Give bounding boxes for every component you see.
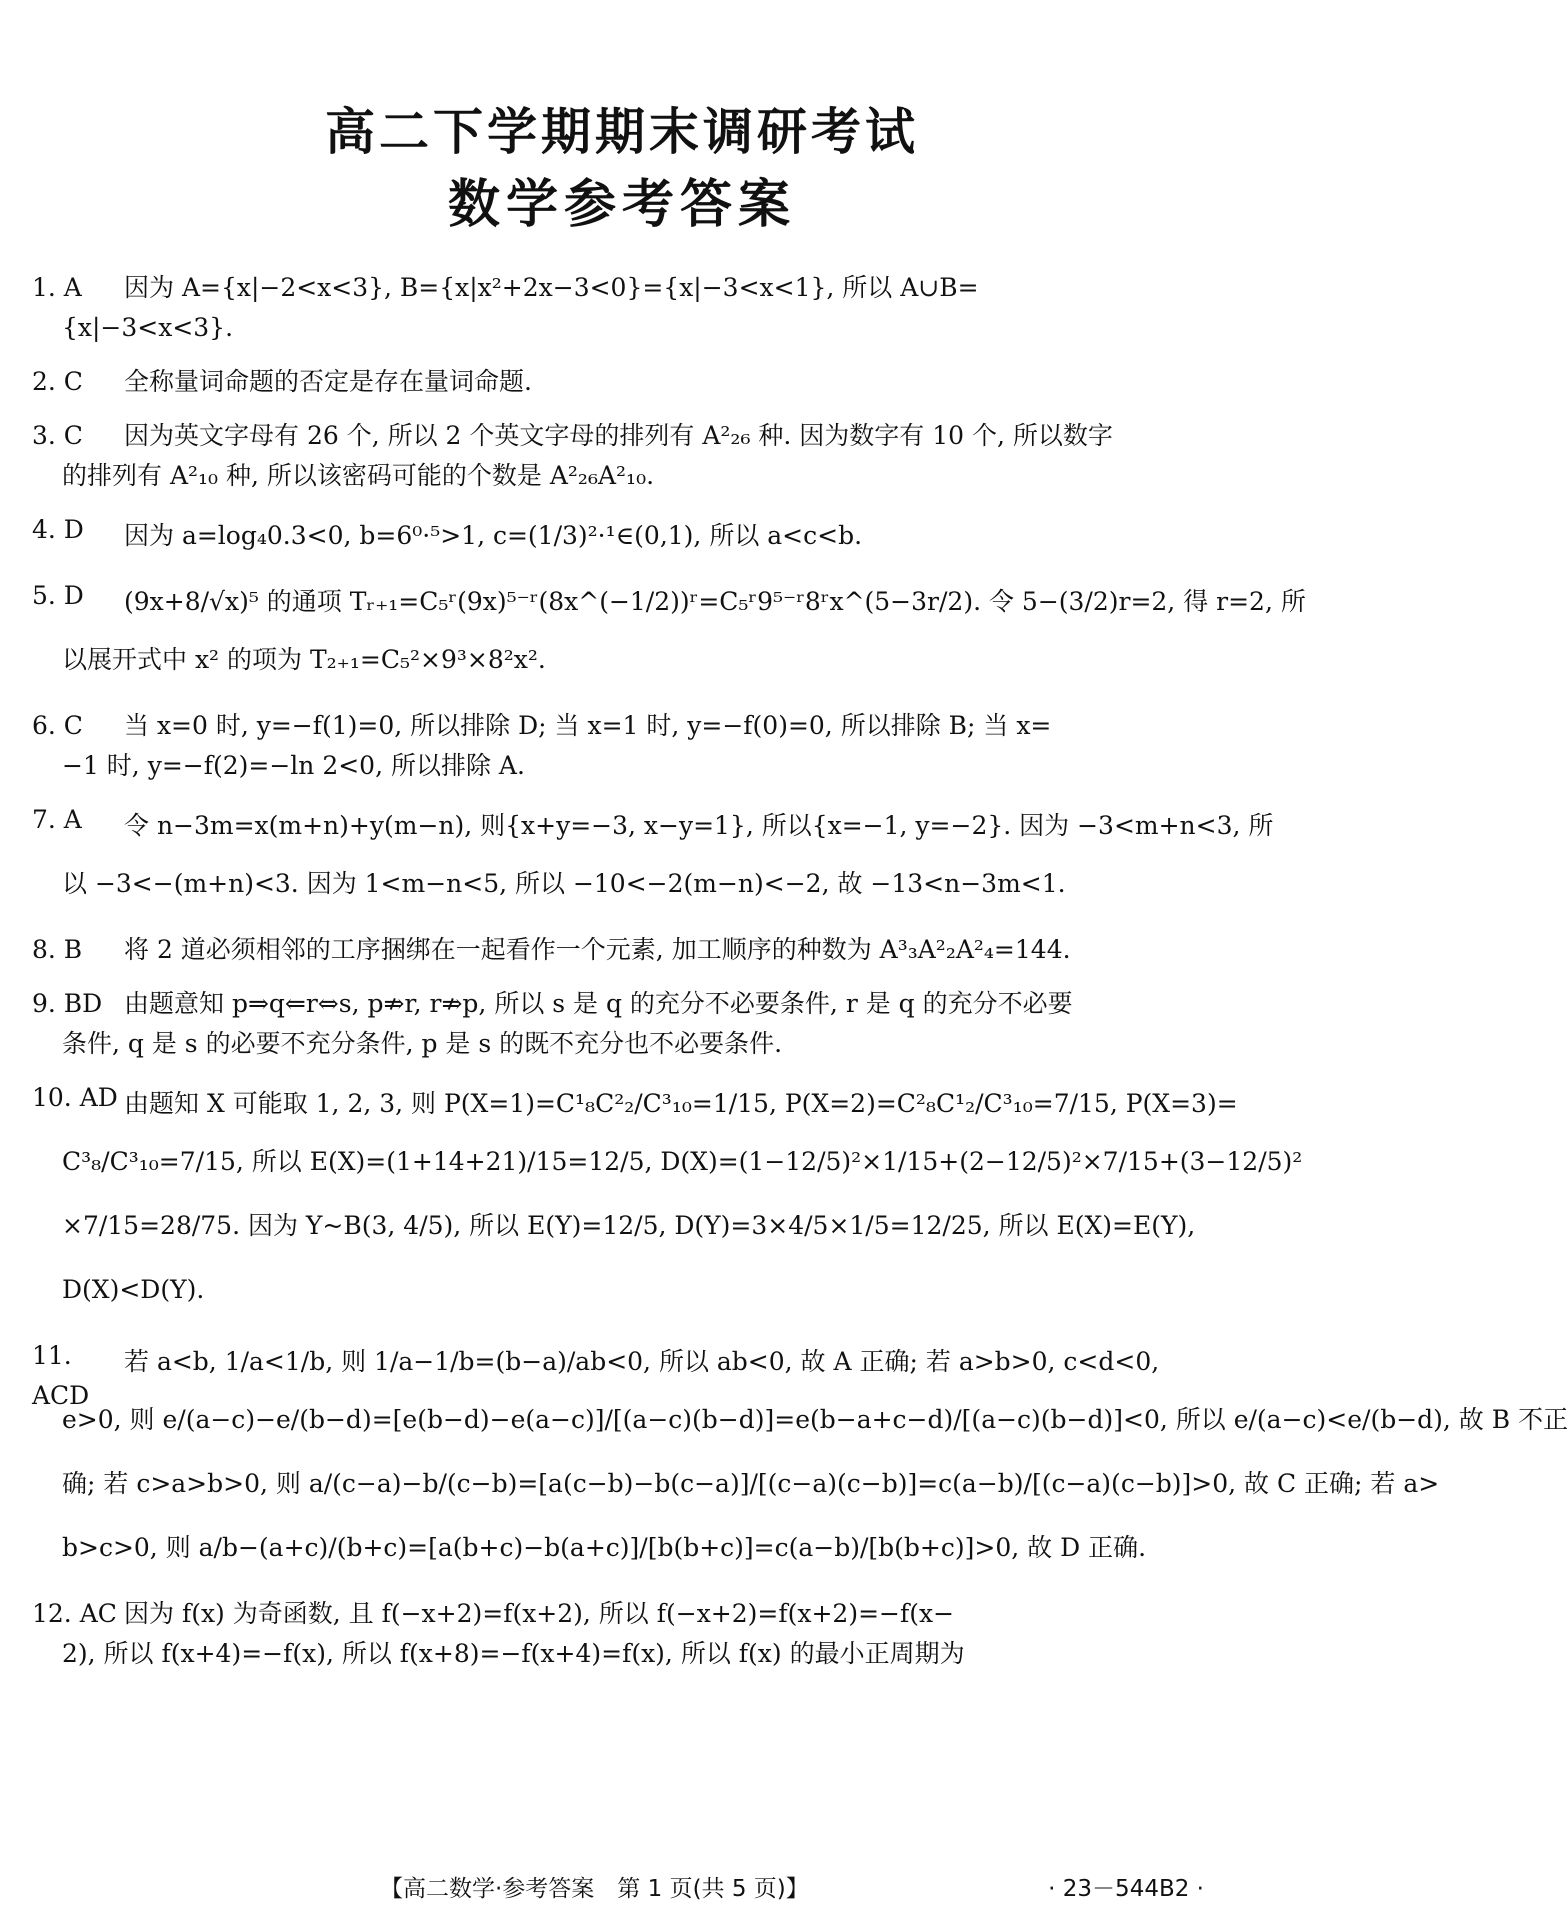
footer-page-info: 【高二数学·参考答案 第 1 页(共 5 页)】 <box>380 1876 809 1902</box>
answer-text: {x|−3<x<3}. <box>62 313 234 342</box>
answer-text: 确; 若 c>a>b>0, 则 a/(c−a)−b/(c−b)=[a(c−b)−b(c−a)]/[(c−a)(c−b)]=c(a−b)/[(c−a)(c−b)]>0, 故 C 正确; 若 a> <box>62 1469 1440 1498</box>
answer-item-11 <box>32 1336 1568 1580</box>
answer-text: 因为英文字母有 26 个, 所以 2 个英文字母的排列有 A²₂₆ 种. 因为数字有 10 个, 所以数字 <box>124 421 1113 450</box>
answer-number: 11. ACD <box>32 1341 90 1410</box>
answer-text: C³₈/C³₁₀=7/15, 所以 E(X)=(1+14+21)/15=12/5, D(X)=(1−12/5)²×1/15+(2−12/5)²×7/15+(3−12/5)² <box>62 1147 1303 1176</box>
answer-number: 7. A <box>32 805 82 834</box>
answer-item-7 <box>32 800 1274 916</box>
answer-text: 因为 A={x|−2<x<3}, B={x|x²+2x−3<0}={x|−3<x<1}, 所以 A∪B= <box>124 273 979 302</box>
answer-item-9 <box>32 984 1212 1064</box>
answer-text: (9x+8/√x)⁵ 的通项 Tᵣ₊₁=C₅ʳ(9x)⁵⁻ʳ(8x^(−1/2))ʳ=C₅ʳ9⁵⁻ʳ8ʳx^(5−3r/2). 令 5−(3/2)r=2, 得 r=2, 所 <box>124 587 1306 616</box>
answer-text: −1 时, y=−f(2)=−ln 2<0, 所以排除 A. <box>62 751 525 780</box>
answer-item-10 <box>32 1078 1303 1322</box>
answer-text: 以展开式中 x² 的项为 T₂₊₁=C₅²×9³×8²x². <box>62 645 546 674</box>
answer-number: 2. C <box>32 367 83 396</box>
answer-text: 由题知 X 可能取 1, 2, 3, 则 P(X=1)=C¹₈C²₂/C³₁₀=1/15, P(X=2)=C²₈C¹₂/C³₁₀=7/15, P(X=3)= <box>124 1089 1238 1118</box>
answer-number: 5. D <box>32 581 84 610</box>
answer-text: 的排列有 A²₁₀ 种, 所以该密码可能的个数是 A²₂₆A²₁₀. <box>62 461 655 490</box>
answer-text: 若 a<b, 1/a<1/b, 则 1/a−1/b=(b−a)/ab<0, 所以 ab<0, 故 A 正确; 若 a>b>0, c<d<0, <box>124 1347 1160 1376</box>
answer-text: 2), 所以 f(x+4)=−f(x), 所以 f(x+8)=−f(x+4)=f(x), 所以 f(x) 的最小正周期为 <box>62 1639 965 1668</box>
answer-text: b>c>0, 则 a/b−(a+c)/(b+c)=[a(b+c)−b(a+c)]/[b(b+c)]=c(a−b)/[b(b+c)]>0, 故 D 正确. <box>62 1533 1147 1562</box>
answer-item-5 <box>32 576 1306 692</box>
answer-number: 6. C <box>32 711 83 740</box>
answer-text: 条件, q 是 s 的必要不充分条件, p 是 s 的既不充分也不必要条件. <box>62 1029 783 1058</box>
answer-text: 全称量词命题的否定是存在量词命题. <box>124 367 532 396</box>
answer-text: 由题意知 p⇒q⇐r⇔s, p⇏r, r⇏p, 所以 s 是 q 的充分不必要条件, r 是 q 的充分不必要 <box>124 989 1073 1018</box>
answer-text: 将 2 道必须相邻的工序捆绑在一起看作一个元素, 加工顺序的种数为 A³₃A²₂A²₄=144. <box>124 935 1071 964</box>
answer-item-8 <box>32 930 1212 970</box>
answer-list <box>32 268 1568 1688</box>
answer-number: 9. BD <box>32 989 103 1018</box>
answer-item-2 <box>32 362 1212 402</box>
answer-item-3 <box>32 416 1212 496</box>
answer-item-12 <box>32 1594 1212 1674</box>
answer-text: D(X)<D(Y). <box>62 1275 205 1304</box>
answer-number: 3. C <box>32 421 83 450</box>
answer-text: 因为 f(x) 为奇函数, 且 f(−x+2)=f(x+2), 所以 f(−x+2)=f(x+2)=−f(x− <box>124 1599 955 1628</box>
answer-item-4 <box>32 510 1212 562</box>
answer-text: 因为 a=log₄0.3<0, b=6⁰·⁵>1, c=(1/3)²·¹∈(0,1), 所以 a<c<b. <box>124 521 863 550</box>
page-subtitle: 数学参考答案 <box>447 175 796 235</box>
answer-text: ×7/15=28/75. 因为 Y~B(3, 4/5), 所以 E(Y)=12/5, D(Y)=3×4/5×1/5=12/25, 所以 E(X)=E(Y), <box>62 1211 1196 1240</box>
answer-number: 12. AC <box>32 1599 117 1628</box>
answer-text: 以 −3<−(m+n)<3. 因为 1<m−n<5, 所以 −10<−2(m−n)<−2, 故 −13<n−3m<1. <box>62 869 1066 898</box>
answer-number: 1. A <box>32 273 82 302</box>
footer-code: · 23－544B2 · <box>1048 1876 1204 1902</box>
answer-text: 当 x=0 时, y=−f(1)=0, 所以排除 D; 当 x=1 时, y=−f(0)=0, 所以排除 B; 当 x= <box>124 711 1052 740</box>
answer-item-6 <box>32 706 1212 786</box>
answer-number: 4. D <box>32 515 84 544</box>
answer-text: 令 n−3m=x(m+n)+y(m−n), 则{x+y=−3, x−y=1}, 所以{x=−1, y=−2}. 因为 −3<m+n<3, 所 <box>124 811 1274 840</box>
page-title: 高二下学期期末调研考试 <box>325 103 919 161</box>
answer-number: 8. B <box>32 935 83 964</box>
answer-item-1 <box>32 268 1212 348</box>
answer-text: e>0, 则 e/(a−c)−e/(b−d)=[e(b−d)−e(a−c)]/[(a−c)(b−d)]=e(b−a+c−d)/[(a−c)(b−d)]<0, 所以 e/(a−c)<e/(b−d), 故 B 不正 <box>62 1405 1568 1434</box>
answer-number: 10. AD <box>32 1083 118 1112</box>
